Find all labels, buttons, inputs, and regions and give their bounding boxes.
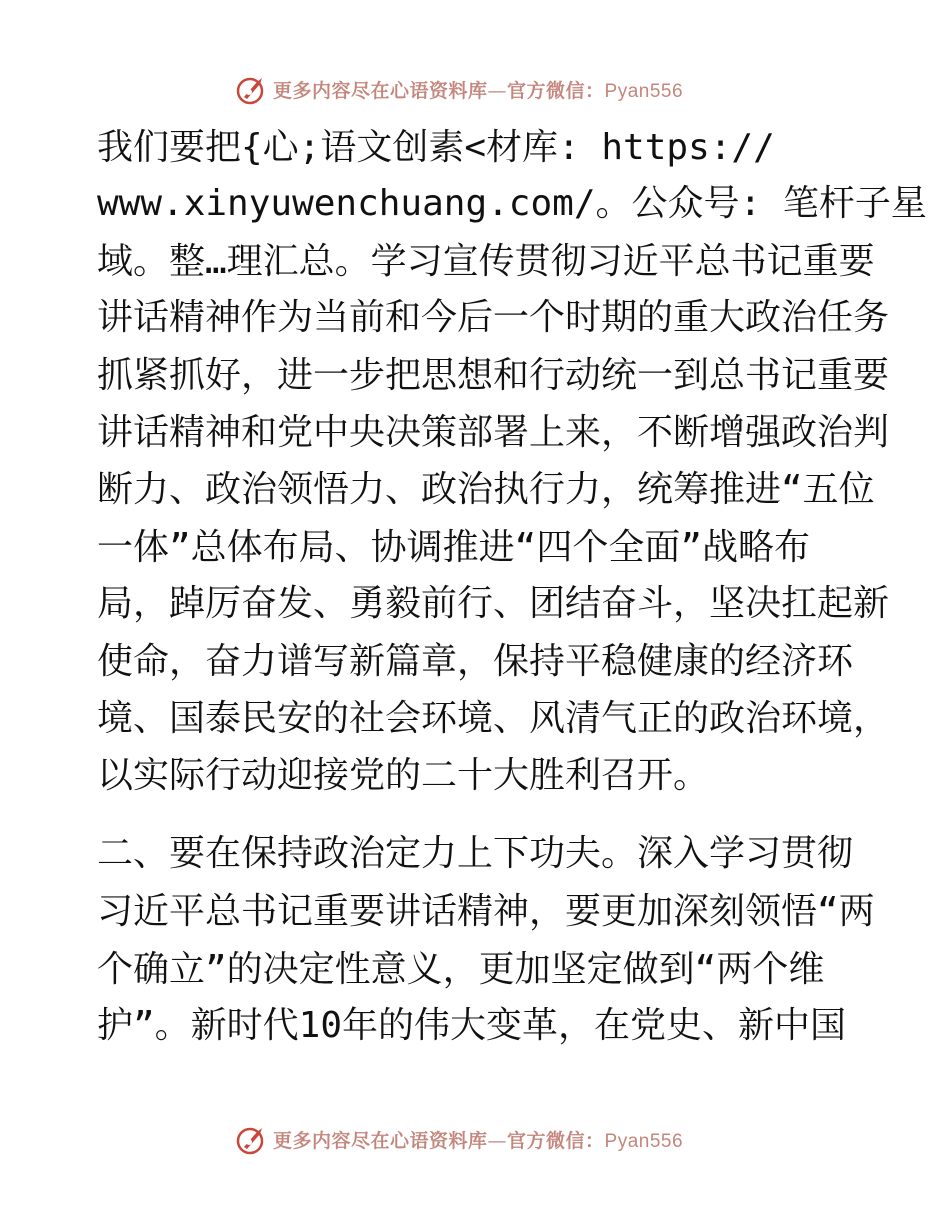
section-heading-line: 二、要在保持政治定力上下功夫。深入学习贯彻	[97, 833, 854, 874]
banner-text: 更多内容尽在心语资料库—官方微信：Pyan556	[273, 1129, 684, 1152]
text-line: 讲话精神和党中央决策部署上来，不断增强政治判	[97, 412, 890, 453]
quill-seal-icon	[235, 72, 269, 106]
text-line: 习近平总书记重要讲话精神，要更加深刻领悟“两	[97, 891, 875, 932]
quill-seal-icon	[235, 1122, 269, 1156]
text-line: 域。整…理汇总。学习宣传贯彻习近平总书记重要	[97, 241, 875, 282]
text-line: 以实际行动迎接党的二十大胜利召开。	[97, 755, 710, 796]
text-line: 抓紧抓好，进一步把思想和行动统一到总书记重要	[97, 355, 890, 396]
wechat-id: Pyan556	[604, 1130, 684, 1152]
text-line: 个确立”的决定性意义，更加坚定做到“两个维	[97, 949, 825, 990]
header-banner	[235, 72, 715, 106]
text-line: 护”。新时代10年的伟大变革，在党史、新中国	[97, 1005, 847, 1046]
text-line: 断力、政治领悟力、政治执行力，统筹推进“五位	[97, 469, 875, 510]
banner-text: 更多内容尽在心语资料库—官方微信：Pyan556	[273, 79, 684, 102]
wechat-id: Pyan556	[604, 80, 684, 102]
text-line: 讲话精神作为当前和今后一个时期的重大政治任务	[97, 297, 890, 338]
text-line: 使命，奋力谱写新篇章，保持平稳健康的经济环	[97, 641, 854, 682]
text-line: 我们要把{心;语文创素<材库: https://	[97, 127, 775, 168]
text-line: 局，踔厉奋发、勇毅前行、团结奋斗，坚决扛起新	[97, 583, 890, 624]
text-line: 境、国泰民安的社会环境、风清气正的政治环境，	[97, 698, 890, 739]
text-line: www.xinyuwenchuang.com/。公众号: 笔杆子星	[97, 183, 927, 224]
footer-banner	[235, 1122, 715, 1156]
text-line: 一体”总体布局、协调推进“四个全面”战略布	[97, 527, 811, 568]
